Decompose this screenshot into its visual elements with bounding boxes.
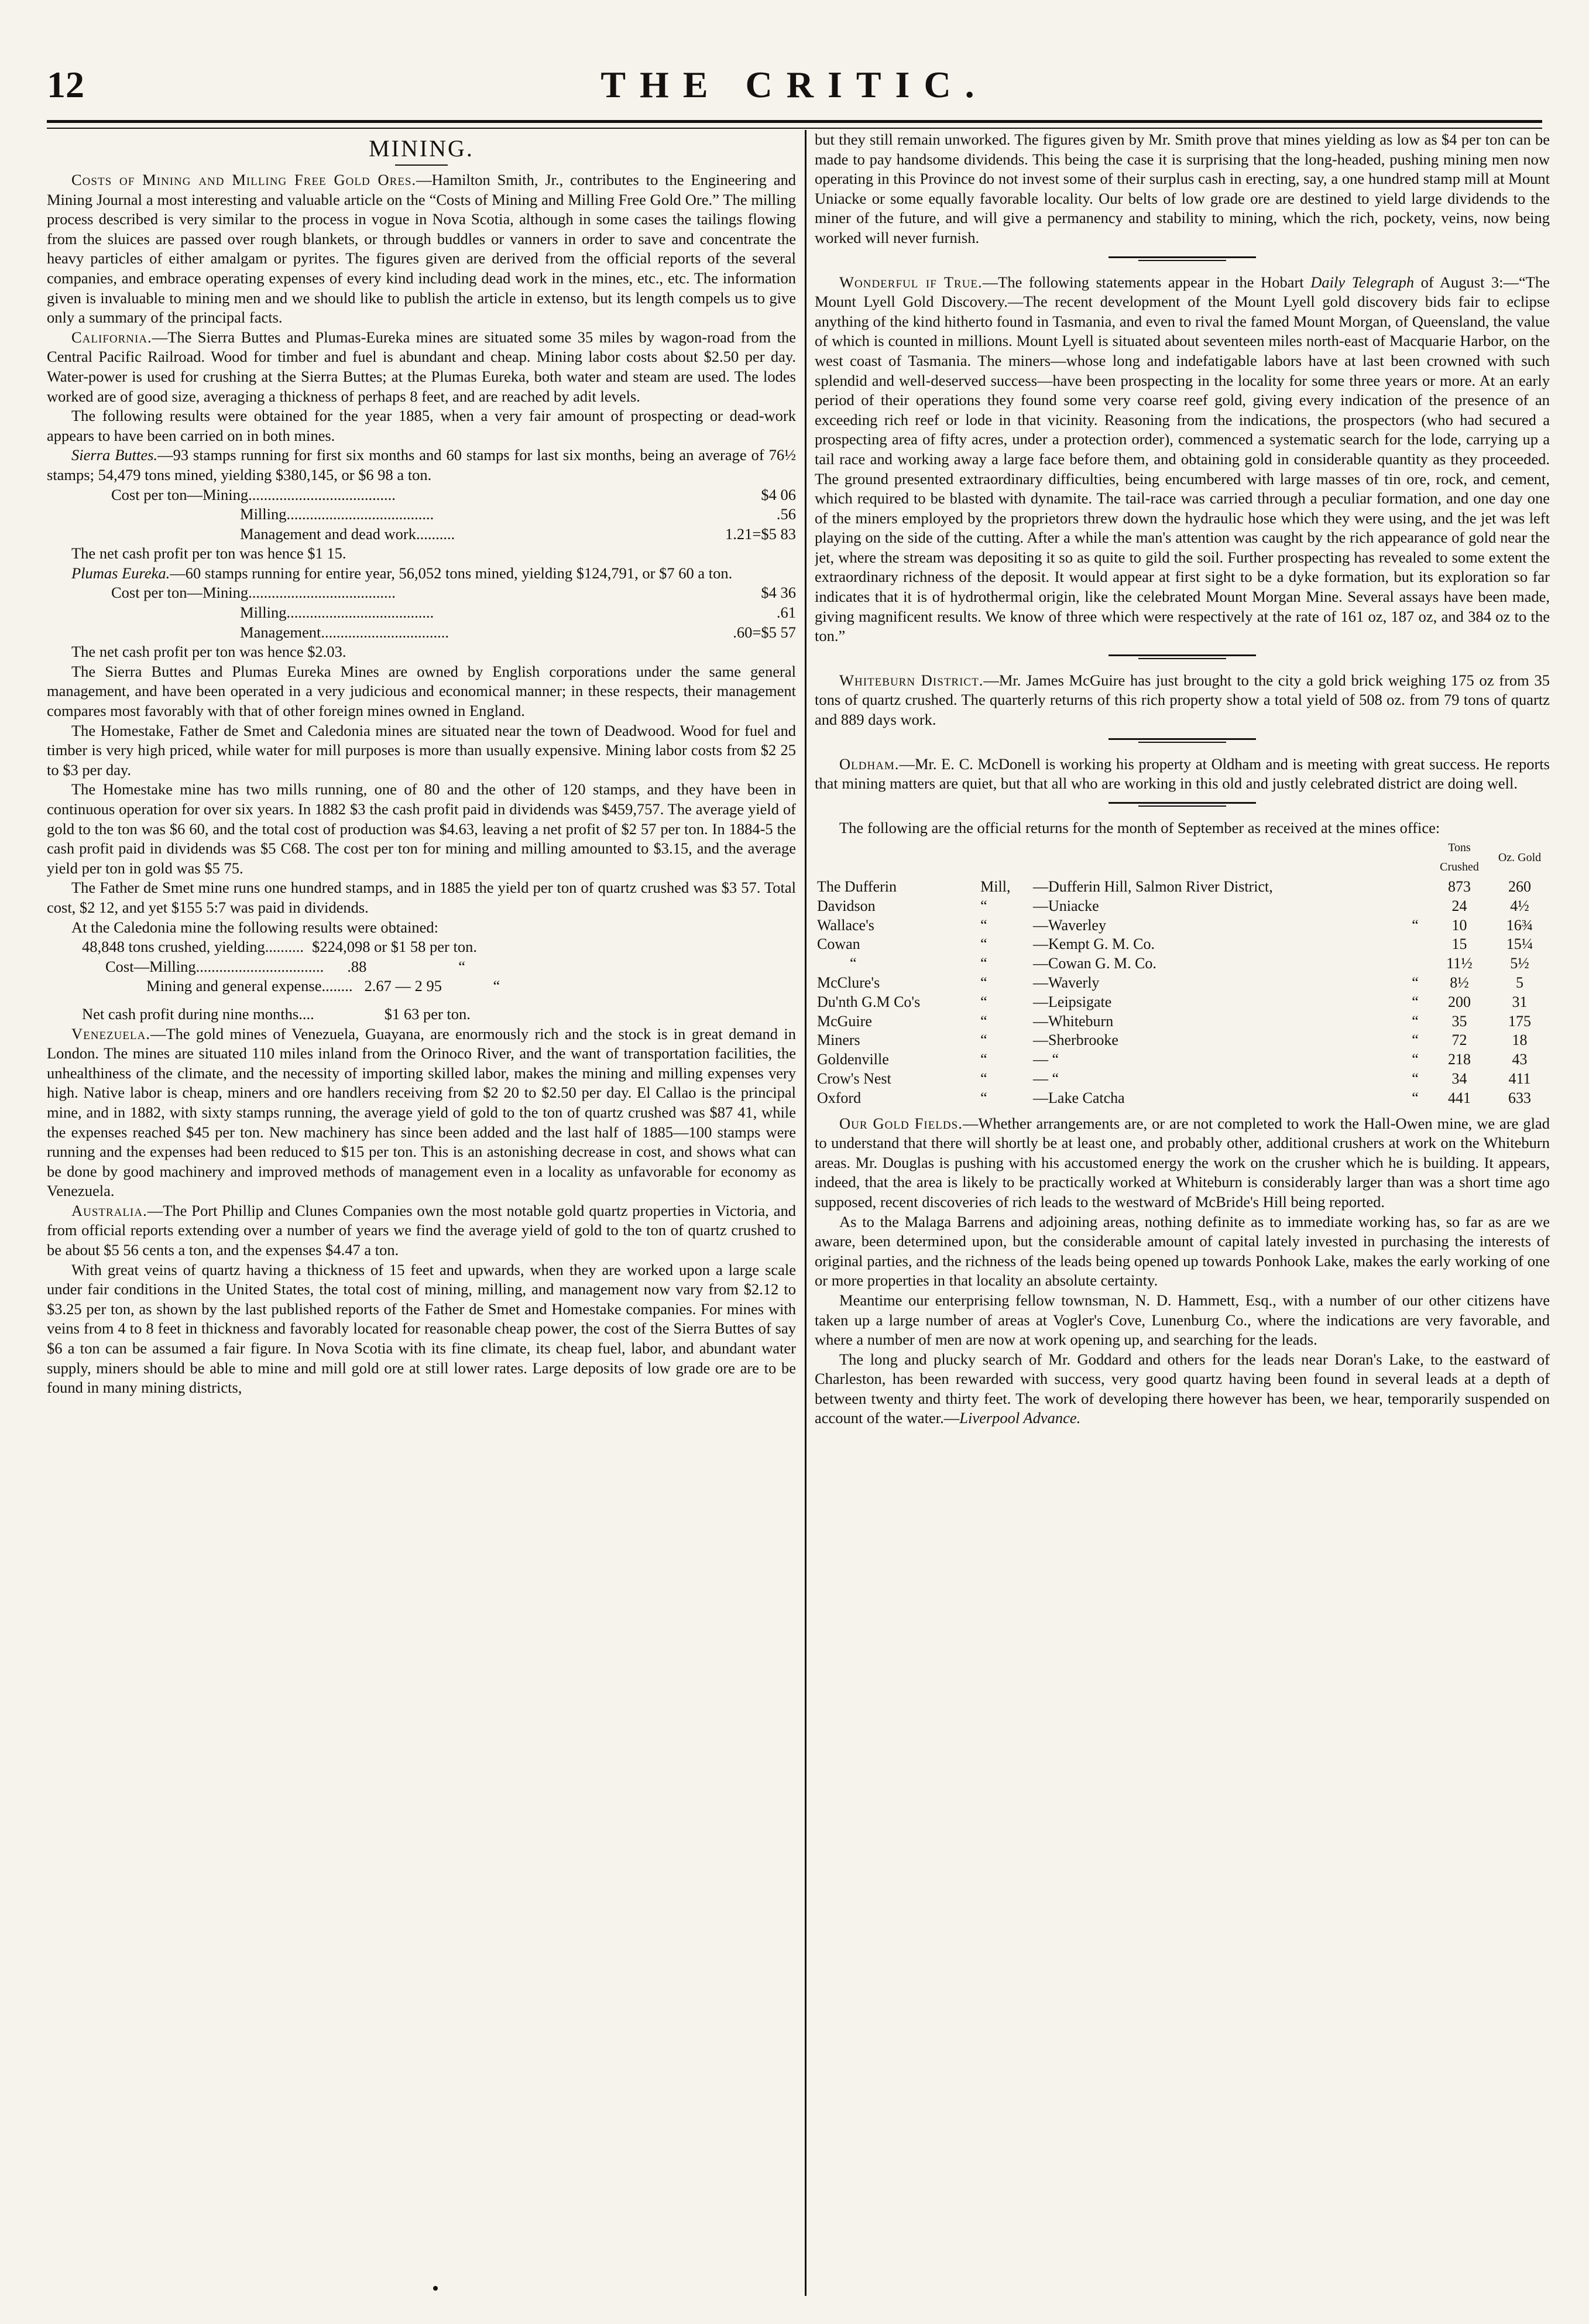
section-separator (815, 735, 1550, 745)
column-divider (805, 130, 806, 2296)
ditto-mark: “ (980, 1089, 987, 1106)
oz-gold: 175 (1508, 1012, 1531, 1030)
cost-item: Mining and general expense........ (146, 977, 353, 995)
article-text: —Hamilton Smith, Jr., contributes to the Engineering and Mining Journal a most interesting and valuable article on the “Costs of Mining and Milling Free Gold Ore.” The milling process described is very similar to the process in vogue in Nova Scotia, although in some cases the tailings flowing from the sluices are passed over rough blankets, or through buddles or vanners in order to save and concentrate the heavy particles of either amalgam or pyrites. The figures given are derived from the official reports of the several companies, and embrace operating expenses of every kind including dead work in the mines, etc., etc. The information given is invaluable to mining men and we should like to publish the article in extenso, but its length compels us to give only a summary of the principal facts. (47, 171, 796, 327)
oz-gold: 5½ (1510, 955, 1529, 972)
cost-table-sierra-buttes (47, 485, 796, 544)
tons-crushed: 8½ (1450, 974, 1469, 991)
left-column (47, 130, 796, 2296)
oz-gold: 31 (1512, 993, 1528, 1010)
ditto-mark (1401, 878, 1429, 897)
cost-item: Net cash profit during nine months.... (82, 1005, 314, 1023)
cost-value: .61 (776, 604, 796, 622)
oz-gold: 15¼ (1506, 935, 1533, 953)
location: —Kempt G. M. Co. (1033, 935, 1155, 953)
article-text: —Mr. James McGuire has just brought to the city a gold brick weighing 175 oz from 35 tons of quartz crushed. The quarterly returns of this rich property show a total yield of 508 oz. from 79 tons of quartz and 889 days work. (815, 671, 1550, 729)
ditto-mark: “ (980, 993, 987, 1010)
ditto-mark (1401, 897, 1429, 916)
right-column (815, 130, 1550, 2296)
tons-crushed: 200 (1448, 993, 1471, 1010)
mill-name: Goldenville (817, 1051, 889, 1068)
section-separator (815, 651, 1550, 661)
cost-table-plumas-eureka (47, 583, 796, 642)
article-text: —Mr. E. C. McDonell is working his property at Oldham and is meeting with great success. He reports that mining matters are quiet, but that all who are working in this old and justly celebrated district are doing well. (815, 755, 1550, 793)
paragraph-plumas-eureka (47, 564, 796, 584)
location: —Dufferin Hill, Salmon River District, (1033, 878, 1273, 895)
newspaper-name: Daily Telegraph (1310, 273, 1415, 291)
cost-item: Management................................. (240, 623, 449, 641)
tons-crushed: 72 (1451, 1031, 1467, 1049)
ditto-mark: “ (1412, 993, 1419, 1010)
section-separator (815, 253, 1550, 263)
paragraph: The following are the official returns for the month of September as received at the mines office: (839, 818, 1440, 837)
mill-name: “ (850, 955, 857, 972)
table-row (815, 1031, 1550, 1050)
location: —Uniacke (1033, 897, 1099, 914)
location: —Cowan G. M. Co. (1033, 955, 1156, 972)
location: —Leipsigate (1033, 993, 1112, 1010)
article-heading: Venezuela. (71, 1024, 150, 1043)
paragraph: The Sierra Buttes and Plumas Eureka Mines are owned by English corporations under the same general management, and have been operated in a very judicious and economical manner; in these respects, their management compares most favorably with that of other foreign mines owned in England. (47, 662, 796, 720)
cost-value: $4 36 (761, 584, 796, 602)
cost-value: .88 (347, 957, 367, 975)
article-our-gold-fields (815, 1114, 1550, 1212)
location: —Lake Catcha (1033, 1089, 1125, 1106)
mill-name: Wallace's (817, 916, 874, 934)
tons-crushed: 35 (1451, 1012, 1467, 1030)
cost-table-caledonia (47, 937, 796, 1024)
ditto-mark: “ (980, 916, 987, 934)
paragraph-with-source (815, 1350, 1550, 1428)
section-separator (815, 798, 1550, 809)
cost-row (47, 1005, 796, 1024)
article-heading: Oldham. (839, 755, 900, 773)
article-text: —The gold mines of Venezuela, Guayana, are enormously rich and the stock is in great demand in London. The mines are situated 110 miles inland from the Orinoco River, and the want of transportation facilities, the unhealthiness of the climate, and the necessity of importing skilled labor, makes the mining and milling expenses very high. Native labor is cheap, miners and ore handlers receiving from $2 20 to $2.50 per day. El Callao is the principal mine, and in 1882, with sixty stamps running, the average yield of gold to the ton of quartz crushed was $87 41, while the expenses reached $45 per ton. New machinery has since been added and the last half of 1885—100 stamps were running and the expenses had been reduced to $15 per ton. This is an astonishing decrease in cost, and shows what can be done by good machinery and improved methods of management even in a locality as unfavorable for economy as Venezuela. (47, 1024, 796, 1200)
article-venezuela (47, 1024, 796, 1201)
table-row (815, 878, 1550, 897)
article-text: —The following statements appear in the Hobart (982, 273, 1311, 291)
title-rule (395, 164, 448, 166)
mill-name: Crow's Nest (817, 1070, 891, 1087)
cost-row (47, 937, 796, 957)
cost-row (47, 976, 796, 996)
ditto-mark: “ (1412, 1012, 1419, 1030)
location: —Waverley (1033, 916, 1106, 934)
location: —Waverly (1033, 974, 1100, 991)
mill-name: McClure's (817, 974, 880, 991)
article-wonderful-if-true (815, 273, 1550, 646)
ditto-mark: “ (980, 1070, 987, 1087)
mine-returns-table (815, 838, 1550, 1108)
paragraph: As to the Malaga Barrens and adjoining areas, nothing definite as to immediate working has, so far as are we aware, been determined upon, but the considerable amount of capital lately invested in purchasing the interests of original parties, and the richness of the leads being opened up towards Ponhook Lake, makes the early working of one or more properties in that locality an absolute certainty. (815, 1212, 1550, 1290)
tons-crushed: 218 (1448, 1051, 1471, 1068)
ditto-mark: Mill, (980, 878, 1011, 895)
cost-item: Mining...................................... (203, 584, 396, 602)
article-costs-of-mining (47, 170, 796, 328)
cost-value: $4 06 (761, 485, 796, 503)
table-row (815, 1089, 1550, 1108)
paragraph-text: —60 stamps running for entire year, 56,052 tons mined, yielding $124,791, or $7 60 a ton. (170, 564, 733, 582)
ditto-mark: “ (493, 977, 500, 995)
source-credit: Liverpool Advance. (959, 1409, 1081, 1427)
mill-name: Cowan (817, 935, 860, 953)
table-row (815, 1050, 1550, 1070)
cost-value: $1 63 per ton. (384, 1005, 471, 1023)
masthead-rule (47, 120, 1542, 129)
table-row (815, 916, 1550, 935)
paragraph: At the Caledonia mine the following results were obtained: (71, 918, 439, 936)
cost-row (47, 485, 796, 505)
cost-row (47, 603, 796, 623)
article-heading: California. (71, 328, 152, 346)
article-heading: Wonderful if True. (839, 273, 983, 291)
cost-value: 2.67 — 2 95 (364, 977, 442, 995)
cost-item: Cost—Milling................................. (105, 957, 324, 975)
table-row (815, 954, 1550, 974)
cost-label: Cost per ton— (111, 485, 203, 503)
newspaper-title: THE CRITIC. (600, 64, 989, 105)
article-oldham (815, 755, 1550, 794)
table-row (815, 935, 1550, 954)
ditto-mark: “ (1412, 1089, 1419, 1106)
cost-row (47, 957, 796, 977)
ditto-mark: “ (1412, 1031, 1419, 1049)
cost-item: Milling...................................... (240, 604, 434, 622)
ditto-mark: “ (980, 1012, 987, 1030)
table-row (815, 897, 1550, 916)
article-text: —The Sierra Buttes and Plumas-Eureka mines are situated some 35 miles by wagon-road from the Central Pacific Railroad. Wood for timber and fuel is abundant and cheap. Mining labor costs about $2.50 per day. Water-power is used for crushing at the Sierra Buttes; at the Plumas Eureka, both water and steam are used. The lodes worked are of good size, averaging a thickness of perhaps 8 feet, and are reached by adit levels. (47, 328, 796, 405)
paragraph: The Homestake mine has two mills running, one of 80 and the other of 120 stamps, and they have been in continuous operation for over six years. In 1882 $3 the cash profit paid in dividends was $459,757. The average yield of gold to the ton was $6 60, and the total cost of production was $4.63, leaving a net profit of $2 57 per ton. In 1884-5 the cash profit paid in dividends was $5 C68. The cost per ton for mining and milling amounted to $3.15, and the average yield per ton in gold was $5 75. (47, 780, 796, 877)
mill-name: Oxford (817, 1089, 862, 1106)
article-heading: Our Gold Fields. (839, 1114, 963, 1132)
location: — “ (1033, 1051, 1059, 1068)
mine-name: Sierra Buttes. (71, 446, 158, 464)
ditto-mark: “ (980, 1031, 987, 1049)
article-whiteburn-district (815, 671, 1550, 730)
ditto-mark: “ (980, 935, 987, 953)
mill-name: McGuire (817, 1012, 872, 1030)
tons-crushed: 11½ (1446, 955, 1473, 972)
mill-name: The Dufferin (817, 878, 897, 895)
article-heading: Costs of Mining and Milling Free Gold Ores. (71, 171, 417, 188)
location: — “ (1033, 1070, 1059, 1087)
paragraph: The net cash profit per ton was hence $1 15. (71, 544, 346, 563)
table-row (815, 993, 1550, 1012)
column-header: Oz. Gold (1498, 851, 1542, 864)
ditto-mark: “ (980, 1051, 987, 1068)
cost-item: Management and dead work.......... (240, 525, 455, 543)
table-row (815, 974, 1550, 993)
mill-name: Miners (817, 1031, 860, 1049)
tons-crushed: 10 (1451, 916, 1467, 934)
tons-crushed: 24 (1451, 897, 1467, 914)
article-text: —The Port Phillip and Clunes Companies own the most notable gold quartz properties in Victoria, and from official reports extending over a number of years we find the average yield of gold to the ton of quartz crushed to be about $5 56 cents a ton, and the expenses $4.47 a ton. (47, 1201, 796, 1259)
ditto-mark: “ (980, 897, 987, 914)
column-header: Tons Crushed (1440, 841, 1479, 874)
ditto-mark: “ (1412, 916, 1419, 934)
paragraph: The net cash profit per ton was hence $2.03. (71, 643, 346, 661)
oz-gold: 260 (1508, 878, 1531, 895)
cost-value: 1.21=$5 83 (725, 525, 796, 543)
paragraph-sierra-buttes (47, 445, 796, 485)
tons-crushed: 441 (1448, 1089, 1471, 1106)
mine-name: Plumas Eureka. (71, 564, 170, 582)
oz-gold: 4½ (1510, 897, 1529, 914)
paragraph-continued: but they still remain unworked. The figures given by Mr. Smith prove that mines yielding as low as $4 per ton can be made to pay handsome dividends. This being the case it is surprising that the long-headed, pushing mining men now operating in this Province do not invest some of their surplus cash in erecting, say, a one hundred stamp mill at Mount Uniacke or some equally favorable locality. Our belts of low grade ore are destined to yield large dividends to the miner of the future, and will give a permanency and stability to mining, which the rich, pockety, veins, now being worked will never furnish. (815, 131, 1550, 246)
ditto-mark: “ (458, 957, 466, 975)
oz-gold: 16¾ (1506, 916, 1533, 934)
table-header-row (815, 838, 1550, 878)
ditto-mark: “ (980, 955, 987, 972)
cost-row (47, 525, 796, 544)
ditto-mark: “ (1412, 1070, 1419, 1087)
cost-value: $224,098 or $1 58 per ton. (312, 938, 477, 956)
cost-item: Mining...................................... (203, 485, 396, 503)
tons-crushed: 873 (1448, 878, 1471, 895)
page-mark (433, 2286, 438, 2291)
tons-crushed: 15 (1451, 935, 1467, 953)
table-row (815, 1070, 1550, 1089)
cost-label: Cost per ton— (111, 584, 203, 602)
paragraph: Meantime our enterprising fellow townsman, N. D. Hammett, Esq., with a number of our other citizens have taken up a large number of areas at Vogler's Cove, Lunenburg Co., where the indications are very favorable, and where a number of men are now at work opening up, and searching for the leads. (815, 1291, 1550, 1349)
ditto-mark (1401, 954, 1429, 974)
ditto-mark (1401, 935, 1429, 954)
paragraph-text: —93 stamps running for first six months and 60 stamps for last six months, being an average of 76½ stamps; 54,479 tons mined, yielding $380,145, or $6 98 a ton. (47, 446, 796, 484)
cost-row (47, 583, 796, 603)
mill-name: Du'nth G.M Co's (817, 993, 921, 1010)
paragraph: The following results were obtained for the year 1885, when a very fair amount of prospecting or dead-work appears to have been carried on in both mines. (47, 407, 796, 444)
section-title: MINING. (369, 135, 474, 162)
article-australia (47, 1201, 796, 1260)
location: —Whiteburn (1033, 1012, 1114, 1030)
oz-gold: 5 (1516, 974, 1523, 991)
oz-gold: 411 (1508, 1070, 1531, 1087)
cost-value: .56 (776, 505, 796, 523)
paragraph-text: The long and plucky search of Mr. Goddard and others for the leads near Doran's Lake, to the eastward of Charleston, has been rewarded with success, very good quartz having been found in several leads at a depth of between twenty and thirty feet. The work of developing there however has been, we hear, temporarily suspended on account of the water.— (815, 1350, 1550, 1427)
cost-row (47, 623, 796, 643)
paragraph: With great veins of quartz having a thickness of 15 feet and upwards, when they are worked upon a large scale under fair conditions in the United States, the total cost of mining, milling, and management now vary from $2.12 to $3.25 per ton, as shown by the last published reports of the Father de Smet and Homestake companies. For mines with veins from 4 to 8 feet in thickness and favorably located for reasonable cheap power, the cost of the Sierra Buttes of say $6 a ton can be assumed a fair figure. In Nova Scotia with its fine climate, its cheap fuel, labor, and abundant water supply, miners should be able to mine and mill gold ore at still lower rates. Large deposits of low grade ore are to be found in many mining districts, (47, 1260, 796, 1397)
article-heading: Australia. (71, 1201, 147, 1219)
article-text: —Whether arrangements are, or are not completed to work the Hall-Owen mine, we are glad to understand that there will shortly be at least one, and probably other, additional crushers at work on the Whiteburn areas. Mr. Douglas is pushing with his accustomed energy the work on the crusher which he is building. It appears, indeed, that the area is likely to be practically worked at Whiteburn is considerably larger than was a short time ago supposed, recent discoveries of rich leads to the westward of McBride's Hill being reported. (815, 1114, 1550, 1211)
table-row (815, 1012, 1550, 1031)
ditto-mark: “ (1412, 1051, 1419, 1068)
page-number: 12 (47, 64, 84, 105)
article-heading: Whiteburn District. (839, 671, 984, 689)
cost-row (47, 505, 796, 525)
cost-item: 48,848 tons crushed, yielding.......... (82, 938, 304, 956)
paragraph: The Homestake, Father de Smet and Caledonia mines are situated near the town of Deadwood. Wood for fuel and timber is very high priced, while water for mill purposes is more than usually expensive. Mining labor costs from $2 25 to $3 per day. (47, 721, 796, 779)
ditto-mark: “ (1412, 974, 1419, 991)
oz-gold: 633 (1508, 1089, 1531, 1106)
tons-crushed: 34 (1451, 1070, 1467, 1087)
masthead (47, 63, 1542, 116)
mill-name: Davidson (817, 897, 876, 914)
oz-gold: 43 (1512, 1051, 1528, 1068)
oz-gold: 18 (1512, 1031, 1528, 1049)
ditto-mark: “ (980, 974, 987, 991)
article-text: of August 3:—“The Mount Lyell Gold Discovery.—The recent development of the Mount Lyell gold discovery bids fair to eclipse anything of the kind hitherto found in Tasmania, and even to rival the famed Mount Morgan, of Queensland, the value of which is counted in millions. Mount Lyell is situated about seventeen miles north-east of Macquarie Harbor, on the west coast of Tasmania. The miners—whose long and indefatigable labors have at last been crowned with such splendid and well-deserved success—have been prospecting in the locality for some three years or more. At an early period of their operations they found some very coarse reef gold, giving every indication of the presence of an exceeding rich reef or lode in that vicinity. Reasoning from the indications, the prospectors (who had secured a prospecting area of fifty acres, under a protection order), commenced a systematic search for the lode, carrying up a tail race and working away a large face before them, and obtaining gold in considerable quantity as they proceeded. The ground presented extraordinary difficulties, being encumbered with large masses of tin ore, rock, and cement, which required to be blasted with dynamite. The tail-race was carried through a peculiar formation, and one day one of the miners employed by the proprietors threw down the hydraulic hose which they were using, and the jet was left playing on the side of the cutting. After a while the man's attention was caught by the rich appearance of gold near the jet, where the stream was depositing it so as quite to gild the soil. Further prospecting has revealed to some extent the extraordinary richness of the deposit. It would appear at first sight to be a dyke formation, but its exploration so far indicates that it is of hydrothermal origin, like the celebrated Mount Morgan Mine. Several assays have been made, giving magnificent results. We know of three which were respectively at the rate of 161 oz, 187 oz, and 384 oz to the ton.” (815, 273, 1550, 645)
article-california (47, 328, 796, 406)
cost-value: .60=$5 57 (733, 623, 796, 641)
cost-item: Milling...................................... (240, 505, 434, 523)
paragraph: The Father de Smet mine runs one hundred stamps, and in 1885 the yield per ton of quartz crushed was $3 57. Total cost, $2 12, and yet $155 5:7 was paid in dividends. (47, 879, 796, 916)
location: —Sherbrooke (1033, 1031, 1118, 1049)
